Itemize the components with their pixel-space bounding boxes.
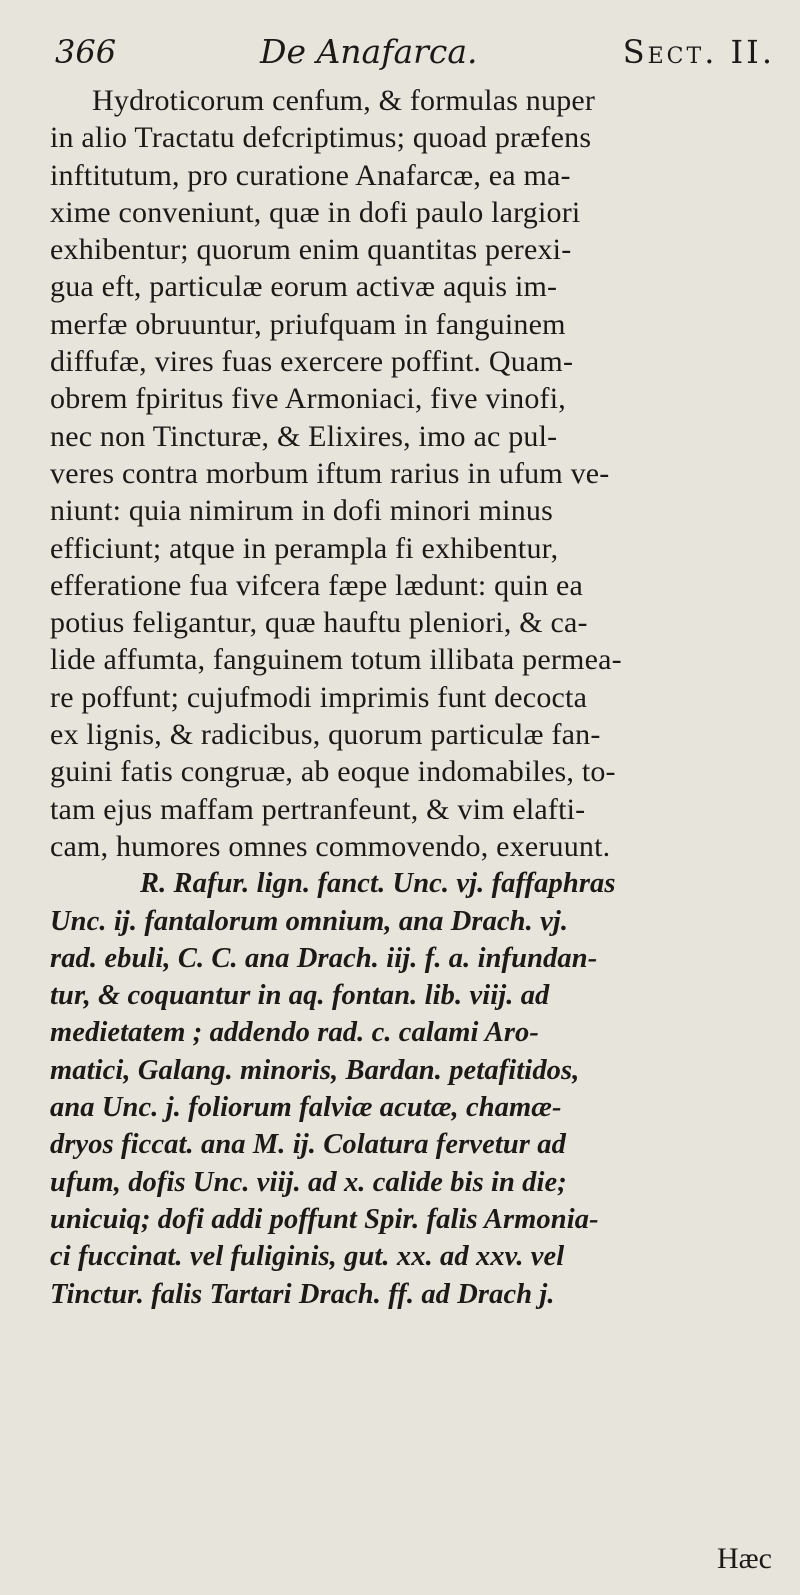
- text-line: merfæ obruuntur, priufquam in fanguinem: [50, 307, 566, 341]
- text-line: veres contra morbum iftum rarius in ufum ve-: [50, 456, 610, 490]
- text-line: diffufæ, vires fuas exercere poffint. Quam-: [50, 345, 574, 379]
- section-label: Sect. II.: [622, 33, 775, 71]
- text-line: rad. ebuli, C. C. ana Drach. iij. f. a. infundan-: [50, 942, 598, 974]
- text-line: tam ejus maffam pertranfeunt, & vim elafti-: [50, 792, 586, 826]
- text-line: unicuiq; dofi addi poffunt Spir. falis Armonia-: [50, 1203, 599, 1235]
- text-line: cam, humores omnes commovendo, exeruunt.: [50, 829, 611, 863]
- catchword: Hæc: [717, 1542, 772, 1575]
- text-line: ana Unc. j. foliorum falviæ acutæ, chamæ-: [50, 1092, 562, 1124]
- text-line: re poffunt; cujufmodi imprimis funt decocta: [50, 680, 588, 714]
- text-line: niunt: quia nimirum in dofi minori minus: [50, 494, 553, 528]
- text-line: potius feligantur, quæ hauftu pleniori, & ca-: [50, 606, 588, 640]
- text-line: ci fuccinat. vel fuliginis, gut. xx. ad xxv. vel: [50, 1241, 565, 1273]
- text-line: obrem fpiritus five Armoniaci, five vinofi,: [50, 382, 566, 416]
- text-line: ufum, dofis Unc. viij. ad x. calide bis in die;: [50, 1166, 567, 1198]
- text-line: matici, Galang. minoris, Bardan. petafitidos,: [50, 1054, 580, 1086]
- text-line: medietatem ; addendo rad. c. calami Aro-: [50, 1017, 539, 1049]
- text-line: exhibentur; quorum enim quantitas perexi-: [50, 233, 572, 267]
- text-line: ex lignis, & radicibus, quorum particulæ fan-: [50, 718, 601, 752]
- text-line: inftitutum, pro curatione Anafarcæ, ea ma-: [50, 158, 571, 192]
- text-line: gua eft, particulæ eorum activæ aquis im-: [50, 270, 558, 304]
- body-text: [50, 82, 780, 1313]
- page-header: [55, 30, 775, 74]
- page-number: 366: [55, 33, 117, 71]
- text-line: dryos ficcat. ana M. ij. Colatura fervetur ad: [50, 1129, 566, 1161]
- running-title: De Anafarca.: [260, 32, 478, 71]
- text-line: xime conveniunt, quæ in dofi paulo largiori: [50, 195, 581, 229]
- text-line: guini fatis congruæ, ab eoque indomabiles, to-: [50, 755, 616, 789]
- text-line: Tinctur. falis Tartari Drach. ff. ad Drach j.: [50, 1278, 555, 1310]
- text-line: R. Rafur. lign. fanct. Unc. vj. faffaphras: [140, 868, 616, 900]
- text-line: efficiunt; atque in perampla fi exhibentur,: [50, 531, 559, 565]
- text-line: in alio Tractatu defcriptimus; quoad præfens: [50, 121, 592, 155]
- text-line: nec non Tincturæ, & Elixires, imo ac pul-: [50, 419, 558, 453]
- text-line: efferatione fua vifcera fæpe lædunt: quin ea: [50, 568, 584, 602]
- text-line: Hydroticorum cenfum, & formulas nuper: [92, 84, 596, 117]
- text-line: lide affumta, fanguinem totum illibata permea-: [50, 643, 622, 677]
- text-line: Unc. ij. fantalorum omnium, ana Drach. vj.: [50, 905, 569, 937]
- text-line: tur, & coquantur in aq. fontan. lib. viij. ad: [50, 980, 550, 1012]
